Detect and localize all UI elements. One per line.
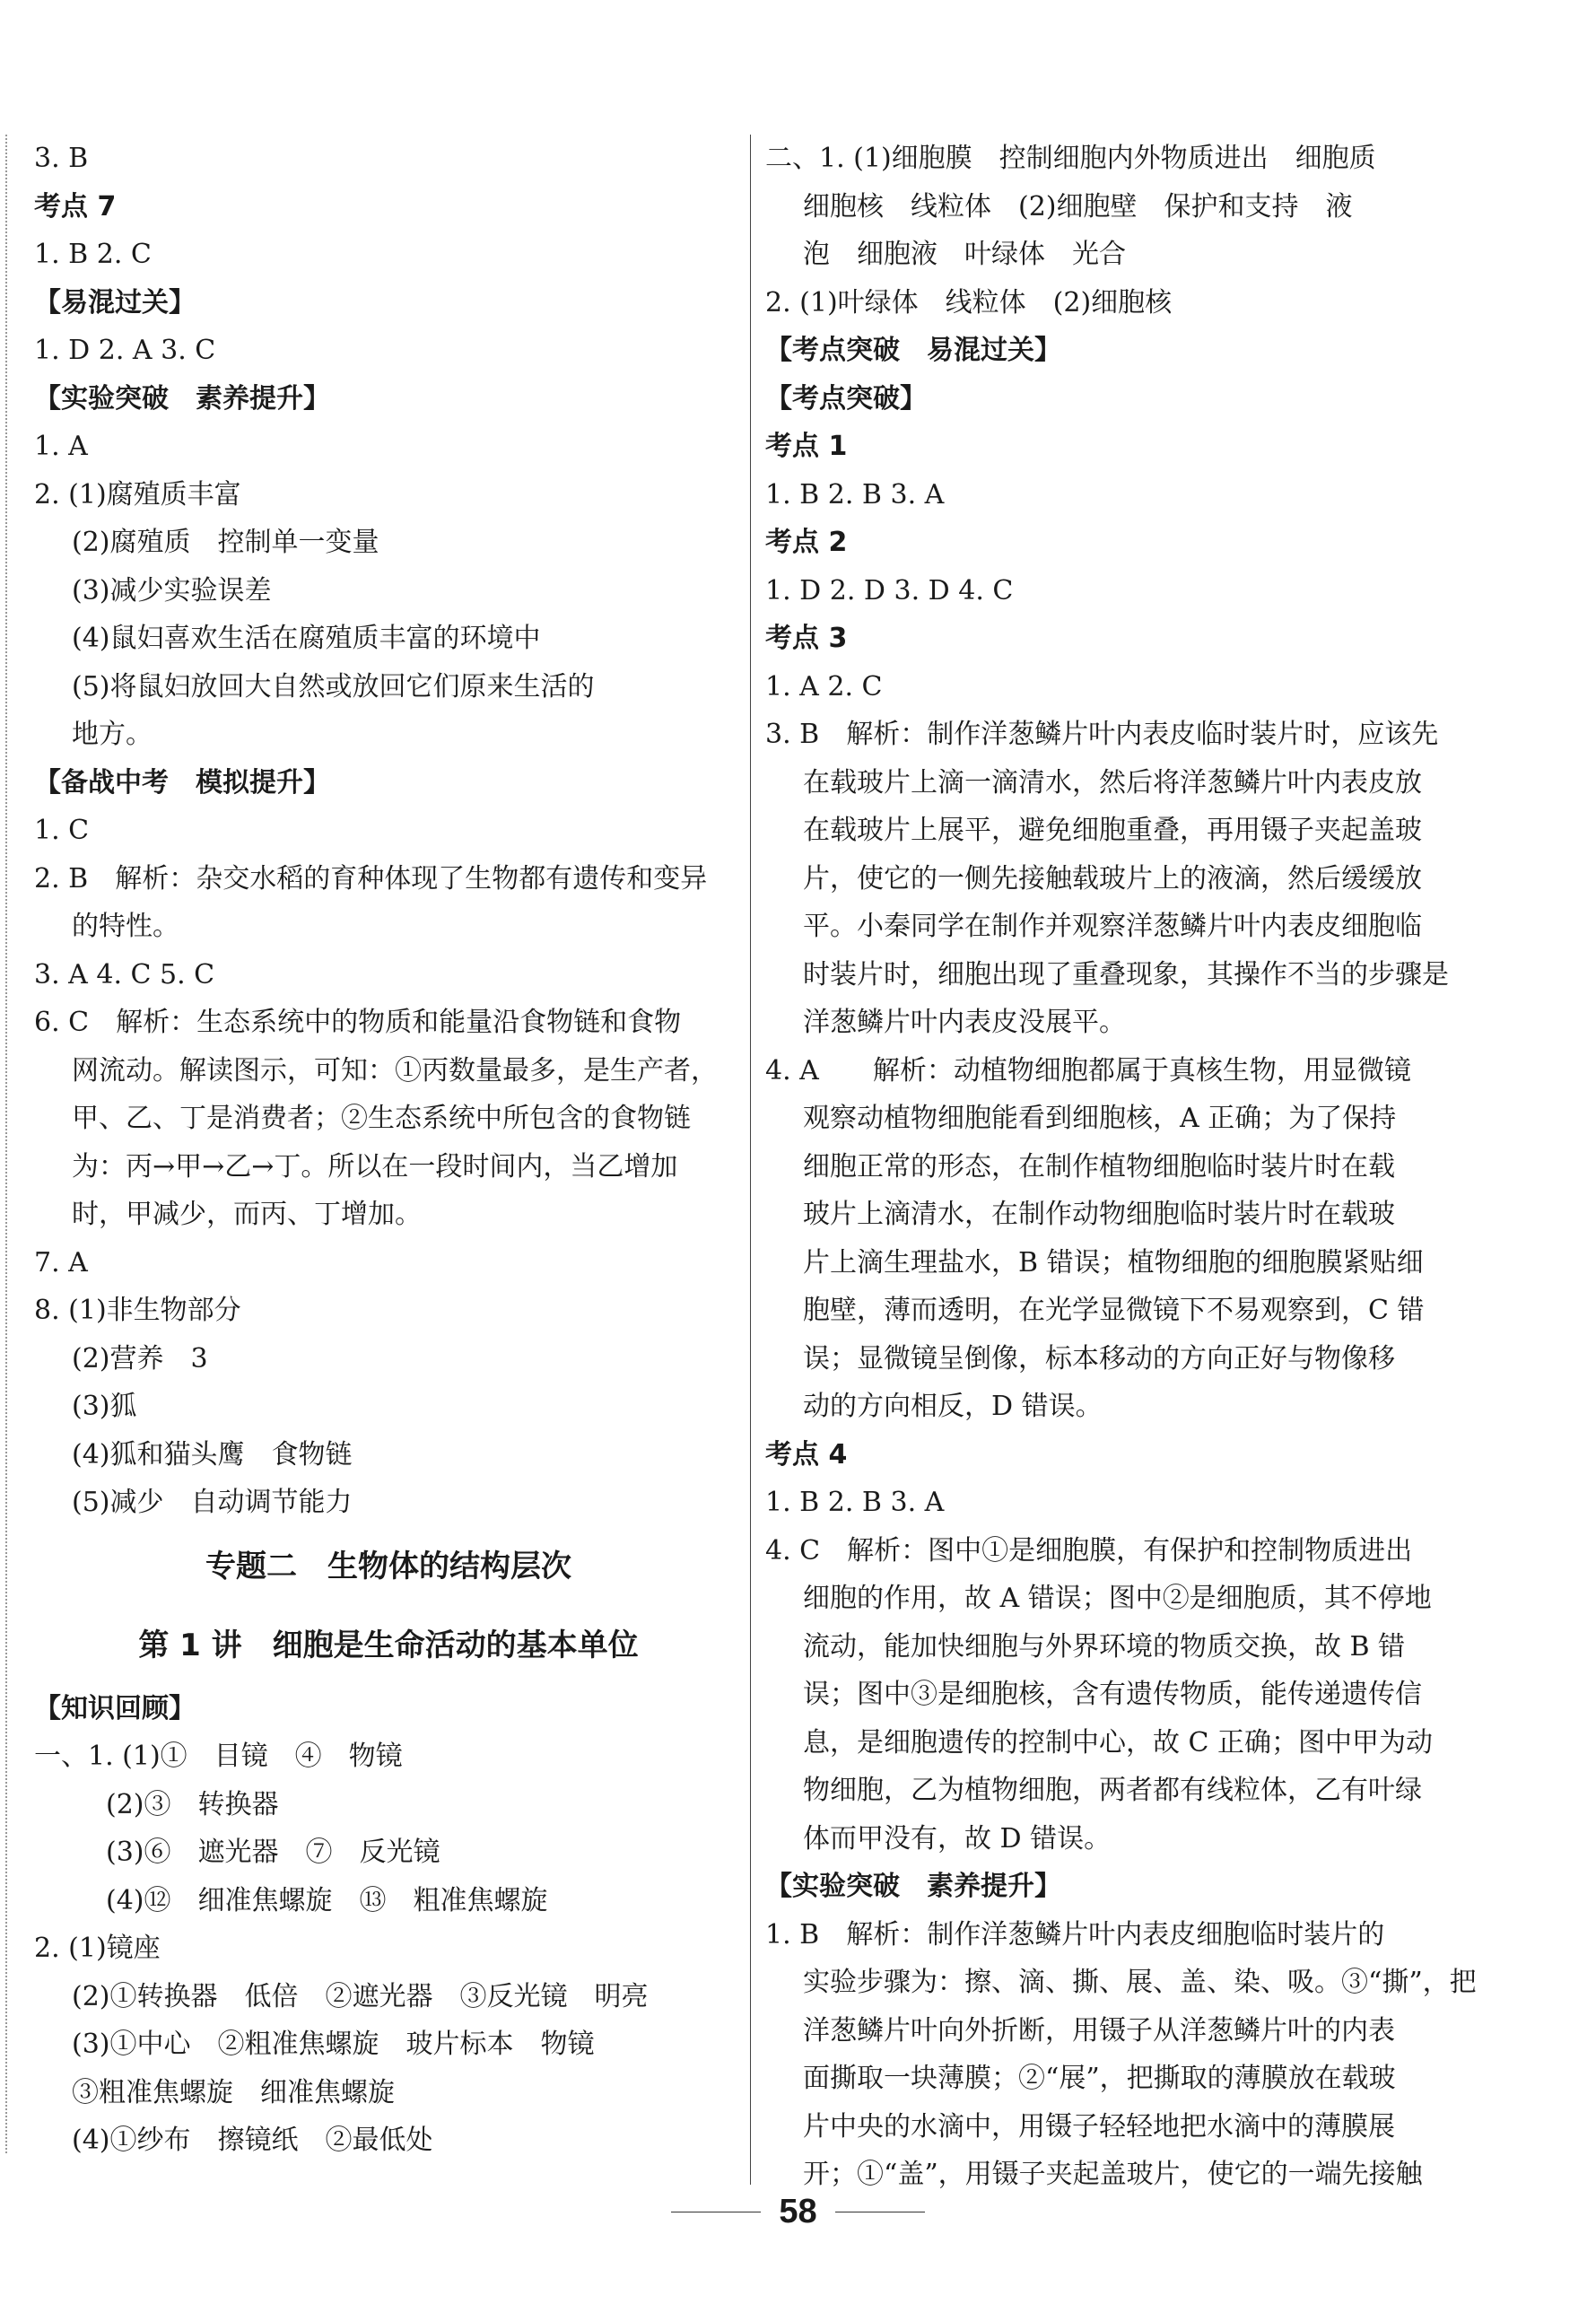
section-label: 考点 2 [765,527,848,558]
answer-line: 1. C [34,815,90,846]
answer-line: 为：丙→甲→乙→丁。所以在一段时间内，当乙增加 [72,1150,678,1183]
section-label: 【考点突破 易混过关】 [765,335,1061,366]
section-heading: 第 1 讲 细胞是生命活动的基本单位 [138,1627,639,1663]
answer-line: 体而甲没有，故 D 错误。 [803,1822,1112,1855]
answer-line: 4. A 解析：动植物细胞都属于真核生物，用显微镜 [765,1054,1411,1087]
answer-line: 1. B 2. C [34,239,152,270]
answer-line: ③粗准焦螺旋 细准焦螺旋 [72,2076,395,2108]
section-label: 【实验突破 素养提升】 [765,1871,1061,1902]
answer-line: 洋葱鳞片叶内表皮没展平。 [803,1007,1126,1038]
answer-line: 的特性。 [72,911,179,942]
answer-line: 1. B 解析：制作洋葱鳞片叶内表皮细胞临时装片的 [765,1918,1385,1951]
answer-line: 时装片时，细胞出现了重叠现象，其操作不当的步骤是 [803,958,1449,991]
answer-line: 1. B 2. B 3. A [765,1487,945,1518]
answer-line: 开；①“盖”，用镊子夹起盖玻片，使它的一端先接触 [803,2159,1423,2190]
answer-line: (3)⑥ 遮光器 ⑦ 反光镜 [106,1837,440,1868]
section-heading: 专题二 生物体的结构层次 [205,1548,571,1584]
section-label: 考点 1 [765,431,848,462]
answer-line: 片中央的水滴中，用镊子轻轻地把水滴中的薄膜展 [803,2110,1395,2143]
answer-line: 在载玻片上滴一滴清水，然后将洋葱鳞片叶内表皮放 [803,766,1422,799]
section-label: 【知识回顾】 [34,1692,196,1724]
answer-line: 1. D 2. D 3. D 4. C [765,574,1014,607]
answer-line: 3. B 解析：制作洋葱鳞片叶内表皮临时装片时，应该先 [765,719,1439,750]
answer-line: 4. C 解析：图中①是细胞膜，有保护和控制物质进出 [765,1534,1413,1567]
answer-line: 网流动。解读图示，可知：①丙数量最多，是生产者， [72,1054,718,1087]
answer-line: 细胞正常的形态，在制作植物细胞临时装片时在载 [803,1150,1395,1183]
answer-line: 3. A 4. C 5. C [34,958,215,991]
answer-line: 实验步骤为：擦、滴、撕、展、盖、染、吸。③“撕”，把 [803,1967,1477,1998]
binding-margin [5,135,20,2153]
answer-line: 6. C 解析：生态系统中的物质和能量沿食物链和食物 [34,1007,682,1038]
answer-line: (3)狐 [72,1391,137,1422]
answer-line: 面撕取一块薄膜；②“展”，把撕取的薄膜放在载玻 [803,2063,1396,2094]
right-column [765,135,1483,2199]
answer-line: (4)①纱布 擦镜纸 ②最低处 [72,2125,433,2156]
answer-line: (3)①中心 ②粗准焦螺旋 玻片标本 物镜 [72,2029,595,2060]
answer-line: (5)减少 自动调节能力 [72,1487,353,1518]
answer-line: (4)狐和猫头鹰 食物链 [72,1438,353,1471]
answer-line: 3. B [34,143,89,174]
answer-line: 误；图中③是细胞核，含有遗传物质，能传递遗传信 [803,1679,1422,1710]
page-number: 58 [779,2192,817,2230]
answer-line: 在载玻片上展平，避免细胞重叠，再用镊子夹起盖玻 [803,815,1422,846]
page-footer [0,2180,1596,2243]
answer-line: 动的方向相反，D 错误。 [803,1391,1103,1422]
answer-line: (2)营养 3 [72,1342,208,1375]
answer-line: 2. (1)叶绿体 线粒体 (2)细胞核 [765,286,1173,319]
answer-line: 2. (1)腐殖质丰富 [34,478,241,511]
answer-line: (2)腐殖质 控制单一变量 [72,527,379,558]
section-label: 【易混过关】 [34,286,196,319]
answer-line: (4)鼠妇喜欢生活在腐殖质丰富的环境中 [72,623,541,654]
answer-line: (3)减少实验误差 [72,574,272,607]
answer-line: 二、1. (1)细胞膜 控制细胞内外物质进出 细胞质 [765,143,1376,174]
section-label: 考点 3 [765,623,848,654]
answer-line: 物细胞，乙为植物细胞，两者都有线粒体，乙有叶绿 [803,1775,1422,1806]
section-label: 【考点突破】 [765,382,927,415]
answer-line: 片，使它的一侧先接触载玻片上的液滴，然后缓缓放 [803,862,1422,895]
answer-line: 片上滴生理盐水，B 错误；植物细胞的细胞膜紧贴细 [803,1246,1424,1279]
answer-line: 泡 细胞液 叶绿体 光合 [803,239,1126,270]
answer-line: 7. A [34,1246,88,1279]
answer-line: (5)将鼠妇放回大自然或放回它们原来生活的 [72,670,595,703]
answer-line: 1. A 2. C [765,670,883,703]
section-label: 【备战中考 模拟提升】 [34,766,330,799]
answer-line: 1. A [34,431,88,462]
section-label: 【实验突破 素养提升】 [34,382,330,415]
answer-line: 胞壁，薄而透明，在光学显微镜下不易观察到，C 错 [803,1295,1425,1326]
left-column [34,135,743,2165]
answer-line: 地方。 [72,719,153,750]
column-divider [750,135,751,2185]
answer-line: 8. (1)非生物部分 [34,1295,241,1326]
section-label: 考点 4 [765,1438,848,1471]
answer-line: 甲、乙、丁是消费者；②生态系统中所包含的食物链 [72,1103,691,1134]
answer-line: 息，是细胞遗传的控制中心，故 C 正确；图中甲为动 [803,1726,1434,1759]
answer-line: 流动，能加快细胞与外界环境的物质交换，故 B 错 [803,1630,1406,1663]
answer-line: 平。小秦同学在制作并观察洋葱鳞片叶内表皮细胞临 [803,911,1422,942]
answer-line: (2)③ 转换器 [106,1788,279,1820]
answer-line: 时，甲减少，而丙、丁增加。 [72,1199,422,1230]
answer-line: 1. D 2. A 3. C [34,335,216,366]
answer-line: 1. B 2. B 3. A [765,478,945,511]
section-label: 考点 7 [34,190,117,223]
answer-line: 2. B 解析：杂交水稻的育种体现了生物都有遗传和变异 [34,862,708,895]
answer-line: 细胞核 线粒体 (2)细胞壁 保护和支持 液 [803,190,1353,223]
answer-line: 玻片上滴清水，在制作动物细胞临时装片时在载玻 [803,1199,1395,1230]
answer-line: 观察动植物细胞能看到细胞核，A 正确；为了保持 [803,1103,1397,1134]
answer-line: 一、1. (1)① 目镜 ④ 物镜 [34,1741,403,1772]
answer-line: (4)⑫ 细准焦螺旋 ⑬ 粗准焦螺旋 [106,1884,548,1916]
answer-line: 2. (1)镜座 [34,1933,161,1964]
answer-line: (2)①转换器 低倍 ②遮光器 ③反光镜 明亮 [72,1980,649,2012]
answer-line: 细胞的作用，故 A 错误；图中②是细胞质，其不停地 [803,1583,1432,1614]
answer-line: 误；显微镜呈倒像，标本移动的方向正好与物像移 [803,1342,1395,1375]
answer-line: 洋葱鳞片叶向外折断，用镊子从洋葱鳞片叶的内表 [803,2014,1395,2047]
